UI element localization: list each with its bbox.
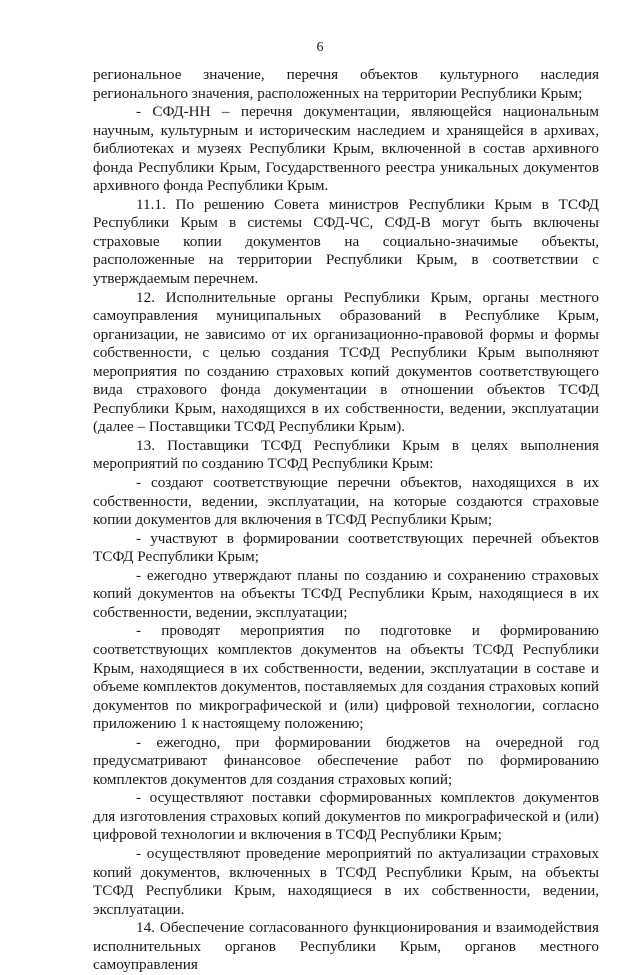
list-item-create-lists: - создают соответствующие перечни объектов, находящихся в их собственности, ведении, эксплуатации, на которые создаются страховые копии документов для включения в ТСФД Республики Крым; <box>93 474 599 529</box>
paragraph-14: 14. Обеспечение согласованного функционирования и взаимодействия исполнительных органов Республики Крым, органов местного самоуправления <box>93 919 599 974</box>
list-item-approve-plans: - ежегодно утверждают планы по созданию и сохранению страховых копий документов на объекты ТСФД Республики Крым, находящиеся в их собственности, ведении, эксплуатации; <box>93 566 599 621</box>
list-item-participate: - участвуют в формировании соответствующих перечней объектов ТСФД Республики Крым; <box>93 529 599 566</box>
list-item-deliver: - осуществляют поставки сформированных комплектов документов для изготовления страховых копий документов по микрографической и (или) цифровой технологии и включения в ТСФД Республики Крым; <box>93 789 599 844</box>
paragraph-sfd-nn: - СФД-НН – перечня документации, являющейся национальным научным, культурным и историческим наследием и хранящейся в архивах, библиотеках и музеях Республики Крым, включенной в состав архивного фонда Республики Крым, Государственного реестра уникальных документов архивного фонда Республики Крым. <box>93 103 599 195</box>
list-item-prepare-documents: - проводят мероприятия по подготовке и формированию соответствующих комплектов документов на объекты ТСФД Республики Крым, находящиеся в их собственности, ведении, эксплуатации в составе и объеме комплектов документов, поставляемых для создания страховых копий документов по микрографической и (или) цифровой технологии, согласно приложению 1 к настоящему положению; <box>93 622 599 733</box>
paragraph-13: 13. Поставщики ТСФД Республики Крым в целях выполнения мероприятий по созданию ТСФД Республики Крым: <box>93 436 599 473</box>
list-item-update: - осуществляют проведение мероприятий по актуализации страховых копий документов, включенных в ТСФД Республики Крым, на объекты ТСФД Республики Крым, находящиеся в их собственности, ведении, эксплуатации. <box>93 844 599 918</box>
paragraph-11-1: 11.1. По решению Совета министров Республики Крым в ТСФД Республики Крым в системы СФД-ЧС, СФД-В могут быть включены страховые копии документов на социально-значимые объекты, расположенные на территории Республики Крым, в соответствии с утверждаемым перечнем. <box>93 195 599 288</box>
document-body <box>93 66 599 975</box>
paragraph-12: 12. Исполнительные органы Республики Крым, органы местного самоуправления муниципальных образований в Республике Крым, организации, не зависимо от их организационно-правовой формы и формы собственности, с целью создания ТСФД Республики Крым выполняют мероприятия по созданию страховых копий документов соответствующего вида страхового фонда документации в отношении объектов ТСФД Республики Крым, находящихся в их собственности, ведении, эксплуатации (далее – Поставщики ТСФД Республики Крым). <box>93 288 599 436</box>
paragraph-continuation: региональное значение, перечня объектов культурного наследия регионального значения, расположенных на территории Республики Крым; <box>93 66 599 102</box>
list-item-budget: - ежегодно, при формировании бюджетов на очередной год предусматривают финансовое обеспечение работ по формированию комплектов документов для создания страховых копий; <box>93 733 599 788</box>
page-number: 6 <box>316 40 324 55</box>
